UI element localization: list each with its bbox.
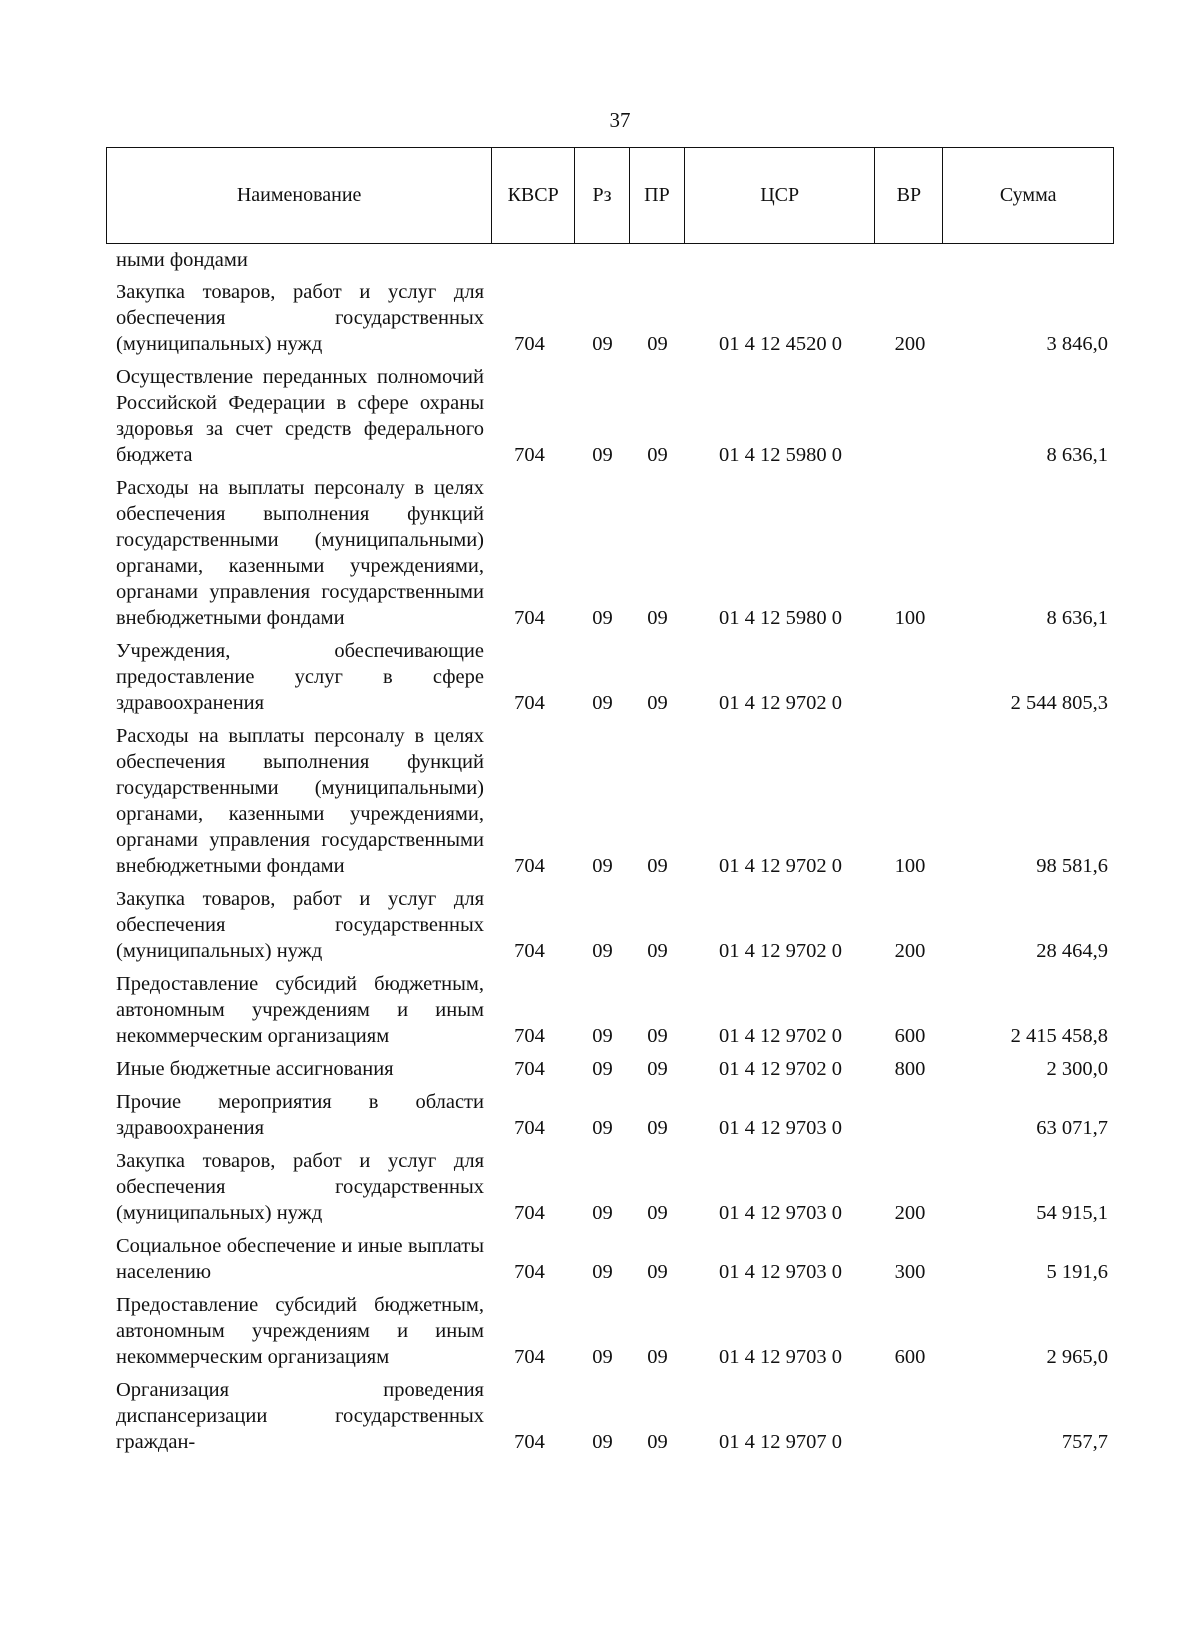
row-vr: 600 (894, 1346, 926, 1368)
table-row (106, 723, 1122, 879)
row-pr: 09 (647, 1025, 668, 1047)
row-kvsr: 704 (514, 1431, 545, 1453)
row-rz: 09 (592, 692, 613, 714)
table-row (106, 247, 1122, 273)
row-sum: 54 915,1 (1036, 1202, 1108, 1224)
row-name: ными фондами (116, 249, 248, 271)
row-pr: 09 (647, 1058, 668, 1080)
row-pr: 09 (647, 1261, 668, 1283)
row-kvsr: 704 (514, 1117, 545, 1139)
row-vr: 300 (894, 1261, 926, 1283)
row-pr: 09 (647, 1346, 668, 1368)
table-row (106, 886, 1122, 964)
row-csr: 01 4 12 9703 0 (719, 1346, 842, 1368)
row-csr: 01 4 12 5980 0 (719, 607, 842, 629)
row-kvsr: 704 (514, 1025, 545, 1047)
row-csr: 01 4 12 9703 0 (719, 1261, 842, 1283)
row-kvsr: 704 (514, 444, 545, 466)
row-sum: 2 544 805,3 (1010, 692, 1108, 714)
column-header-sum: Сумма (999, 184, 1057, 206)
row-pr: 09 (647, 940, 668, 962)
row-pr: 09 (647, 444, 668, 466)
row-rz: 09 (592, 607, 613, 629)
row-sum: 757,7 (1061, 1431, 1108, 1453)
row-rz: 09 (592, 1261, 613, 1283)
row-rz: 09 (592, 1346, 613, 1368)
row-rz: 09 (592, 333, 613, 355)
row-name: Учреждения, обеспечивающие предоставление услуг в сфере здравоохранения (116, 640, 484, 714)
row-name: Закупка товаров, работ и услуг для обеспечения государственных (муниципальных) нужд (116, 888, 484, 962)
row-kvsr: 704 (514, 333, 545, 355)
row-name: Социальное обеспечение и иные выплаты населению (116, 1235, 484, 1283)
row-sum: 3 846,0 (1046, 333, 1108, 355)
row-rz: 09 (592, 1058, 613, 1080)
row-kvsr: 704 (514, 692, 545, 714)
row-name: Закупка товаров, работ и услуг для обеспечения государственных (муниципальных) нужд (116, 281, 484, 355)
row-name: Организация проведения диспансеризации государственных граждан- (116, 1379, 484, 1453)
column-header-vr: ВР (875, 148, 943, 243)
row-csr: 01 4 12 4520 0 (719, 333, 842, 355)
row-kvsr: 704 (514, 1202, 545, 1224)
column-header-csr: ЦСР (685, 148, 876, 243)
row-csr: 01 4 12 9702 0 (719, 855, 842, 877)
row-csr: 01 4 12 9707 0 (719, 1431, 842, 1453)
row-vr: 800 (894, 1058, 926, 1080)
row-vr: 200 (894, 333, 926, 355)
row-pr: 09 (647, 607, 668, 629)
table-row (106, 364, 1122, 468)
row-csr: 01 4 12 9702 0 (719, 940, 842, 962)
table-row (106, 1292, 1122, 1370)
row-sum: 2 965,0 (1046, 1346, 1108, 1368)
row-csr: 01 4 12 9702 0 (719, 692, 842, 714)
row-csr: 01 4 12 9702 0 (719, 1058, 842, 1080)
row-sum: 5 191,6 (1046, 1261, 1108, 1283)
row-rz: 09 (592, 1025, 613, 1047)
row-pr: 09 (647, 1431, 668, 1453)
row-pr: 09 (647, 1202, 668, 1224)
row-name: Предоставление субсидий бюджетным, автономным учреждениям и иным некоммерческим организациям (116, 973, 484, 1047)
row-vr: 200 (894, 940, 926, 962)
row-rz: 09 (592, 1202, 613, 1224)
row-vr: 600 (894, 1025, 926, 1047)
column-header-rz: Рз (575, 148, 630, 243)
row-name: Иные бюджетные ассигнования (116, 1058, 394, 1080)
table-row (106, 1377, 1122, 1455)
row-kvsr: 704 (514, 940, 545, 962)
row-sum: 2 415 458,8 (1010, 1025, 1108, 1047)
column-header-name: Наименование (107, 148, 492, 243)
row-kvsr: 704 (514, 1346, 545, 1368)
row-kvsr: 704 (514, 1058, 545, 1080)
table-row (106, 279, 1122, 357)
row-sum: 2 300,0 (1046, 1058, 1108, 1080)
row-pr: 09 (647, 692, 668, 714)
row-kvsr: 704 (514, 1261, 545, 1283)
row-name: Осуществление переданных полномочий Российской Федерации в сфере охраны здоровья за счет средств федерального бюджета (116, 366, 484, 466)
row-name: Закупка товаров, работ и услуг для обеспечения государственных (муниципальных) нужд (116, 1150, 484, 1224)
table-body (106, 247, 1122, 1462)
row-csr: 01 4 12 9703 0 (719, 1117, 842, 1139)
row-name: Прочие мероприятия в области здравоохранения (116, 1091, 484, 1139)
row-rz: 09 (592, 444, 613, 466)
row-sum: 98 581,6 (1036, 855, 1108, 877)
column-header-pr: ПР (630, 148, 685, 243)
table-header (106, 147, 1114, 244)
table-row (106, 971, 1122, 1049)
row-pr: 09 (647, 333, 668, 355)
row-vr: 100 (894, 855, 926, 877)
row-csr: 01 4 12 9703 0 (719, 1202, 842, 1224)
row-sum: 8 636,1 (1046, 444, 1108, 466)
table-row (106, 1233, 1122, 1285)
table-row (106, 475, 1122, 631)
row-name: Предоставление субсидий бюджетным, автономным учреждениям и иным некоммерческим организациям (116, 1294, 484, 1368)
table-row (106, 638, 1122, 716)
row-rz: 09 (592, 940, 613, 962)
row-csr: 01 4 12 5980 0 (719, 444, 842, 466)
table-row (106, 1056, 1122, 1082)
row-pr: 09 (647, 1117, 668, 1139)
row-kvsr: 704 (514, 607, 545, 629)
row-kvsr: 704 (514, 855, 545, 877)
row-rz: 09 (592, 1431, 613, 1453)
row-pr: 09 (647, 855, 668, 877)
row-name: Расходы на выплаты персоналу в целях обеспечения выполнения функций государственными (муниципальными) органами, казенными учреждениями, органами управления государственными внебюджетными фондами (116, 725, 484, 877)
column-header-kvsr: КВСР (492, 148, 575, 243)
page-number: 37 (609, 108, 631, 132)
row-rz: 09 (592, 855, 613, 877)
row-vr: 200 (894, 1202, 926, 1224)
row-csr: 01 4 12 9702 0 (719, 1025, 842, 1047)
table-row (106, 1089, 1122, 1141)
row-sum: 8 636,1 (1046, 607, 1108, 629)
row-sum: 63 071,7 (1036, 1117, 1108, 1139)
row-sum: 28 464,9 (1036, 940, 1108, 962)
row-name: Расходы на выплаты персоналу в целях обеспечения выполнения функций государственными (муниципальными) органами, казенными учреждениями, органами управления государственными внебюджетными фондами (116, 477, 484, 629)
row-vr: 100 (894, 607, 926, 629)
row-rz: 09 (592, 1117, 613, 1139)
table-row (106, 1148, 1122, 1226)
